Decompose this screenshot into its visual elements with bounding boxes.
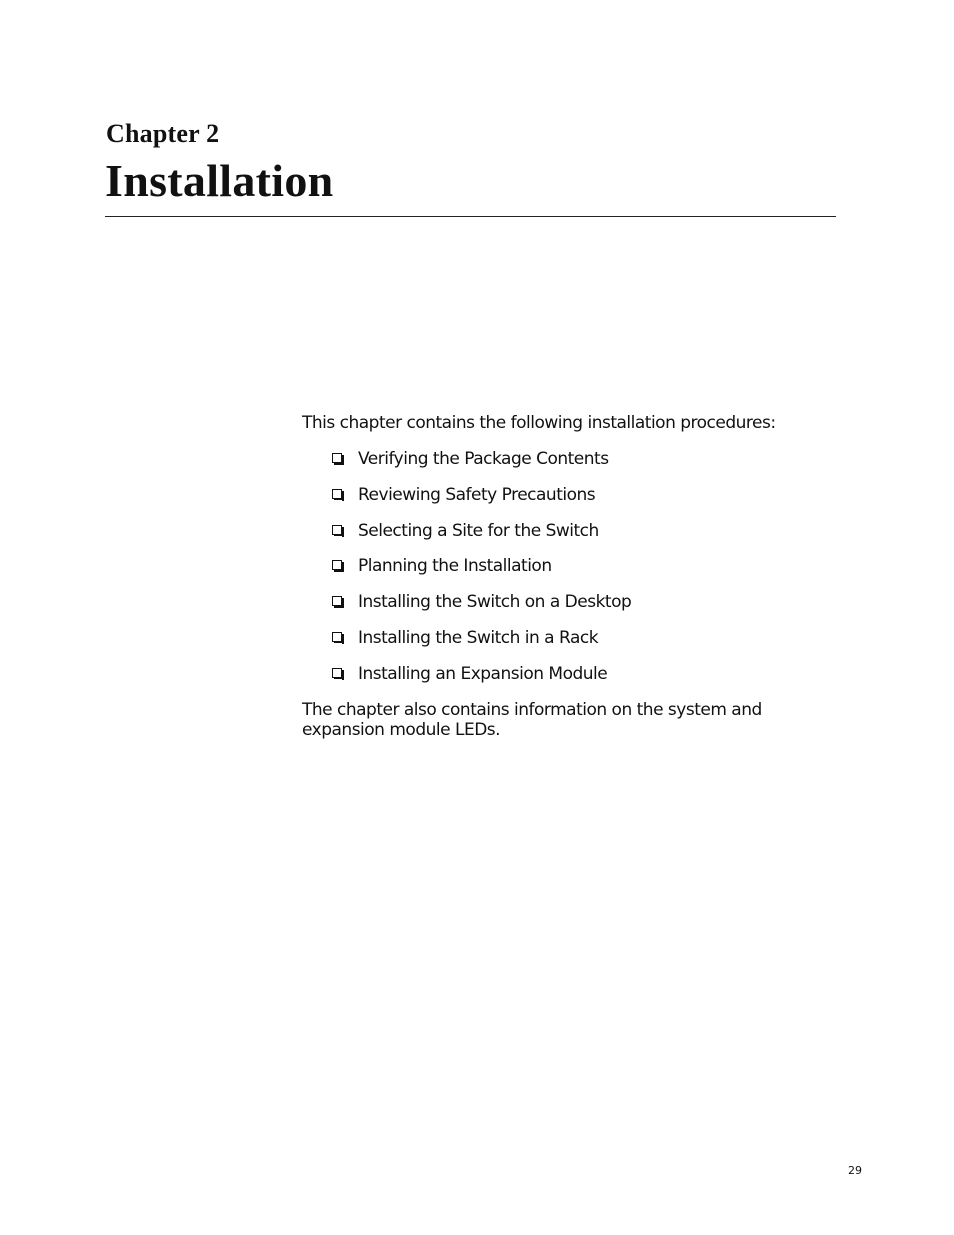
page-number: 29 (848, 1164, 862, 1177)
list-item-label: Installing the Switch in a Rack (358, 627, 599, 648)
checkbox-bullet-icon (332, 632, 342, 642)
list-item-label: Selecting a Site for the Switch (358, 520, 599, 541)
chapter-label: Chapter 2 (106, 119, 220, 148)
title-divider (105, 216, 836, 217)
list-item-label: Planning the Installation (358, 556, 552, 577)
list-item (302, 664, 842, 684)
checkbox-bullet-icon (332, 668, 342, 678)
list-item-label: Reviewing Safety Precautions (358, 484, 596, 505)
list-item (302, 592, 842, 612)
chapter-body (302, 413, 842, 740)
list-item (302, 485, 842, 505)
list-item (302, 521, 842, 541)
list-item-label: Verifying the Package Contents (358, 449, 609, 469)
checkbox-bullet-icon (332, 560, 342, 570)
checkbox-bullet-icon (332, 489, 342, 499)
checkbox-bullet-icon (332, 525, 342, 535)
checkbox-bullet-icon (332, 596, 342, 606)
checkbox-bullet-icon (332, 453, 342, 463)
list-item-label: Installing the Switch on a Desktop (358, 592, 632, 613)
list-item (302, 449, 842, 469)
list-item-label: Installing an Expansion Module (358, 663, 608, 684)
list-item (302, 628, 842, 648)
chapter-title: Installation (105, 155, 334, 206)
outro-paragraph: The chapter also contains information on the system and expansion module LEDs. (302, 699, 762, 740)
intro-paragraph: This chapter contains the following installation procedures: (302, 413, 776, 433)
procedure-list (302, 449, 842, 684)
list-item (302, 556, 842, 576)
